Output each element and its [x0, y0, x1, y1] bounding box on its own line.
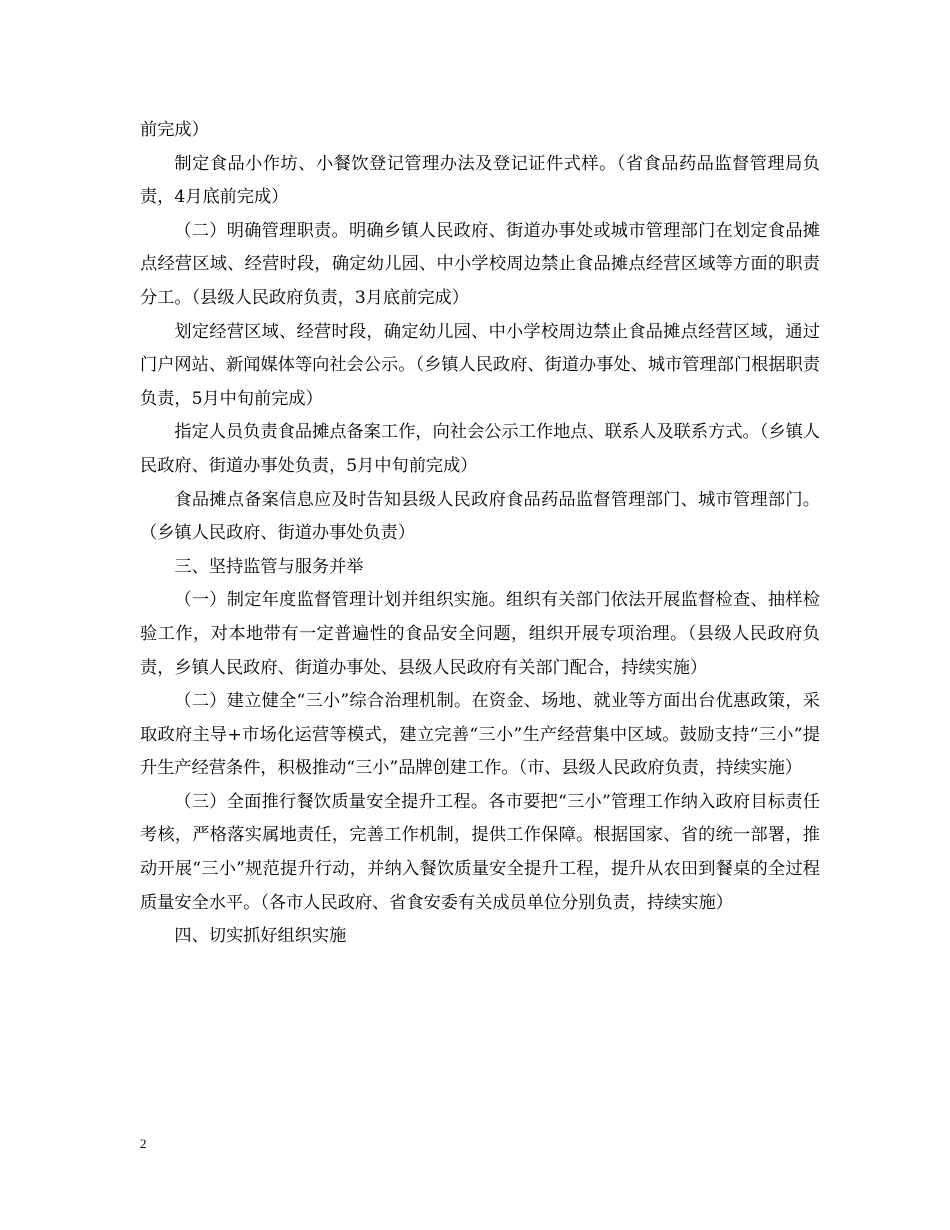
paragraph: （三）全面推行餐饮质量安全提升工程。各市要把“三小”管理工作纳入政府目标责任考核，严格落实属地责任，完善工作机制，提供工作保障。根据国家、省的统一部署，推动开展“三小”规范提升行动，并纳入餐饮质量安全提升工程，提升从农田到餐桌的全过程质量安全水平。（各市人民政府、省食安委有关成员单位分别负责，持续实施） [140, 791, 820, 913]
paragraph: 前完成） [140, 120, 209, 140]
section-heading: 三、坚持监管与服务并举 [174, 556, 364, 577]
document-body [140, 114, 820, 954]
paragraph: （二）建立健全“三小”综合治理机制。在资金、场地、就业等方面出台优惠政策，采取政府主导+市场化运营等模式，建立完善“三小”生产经营集中区域。鼓励支持“三小”提升生产经营条件，积极推动“三小”品牌创建工作。（市、县级人民政府负责，持续实施） [140, 691, 820, 779]
page-number: 2 [140, 1136, 147, 1151]
paragraph: 划定经营区域、经营时段，确定幼儿园、中小学校周边禁止食品摊点经营区域，通过门户网站、新闻媒体等向社会公示。（乡镇人民政府、街道办事处、城市管理部门根据职责负责，5月中旬前完成） [140, 321, 820, 409]
paragraph: （二）明确管理职责。明确乡镇人民政府、街道办事处或城市管理部门在划定食品摊点经营区域、经营时段，确定幼儿园、中小学校周边禁止食品摊点经营区域等方面的职责分工。（县级人民政府负责，3月底前完成） [140, 220, 820, 308]
section-heading: 四、切实抓好组织实施 [174, 926, 347, 947]
paragraph: 食品摊点备案信息应及时告知县级人民政府食品药品监督管理部门、城市管理部门。（乡镇人民政府、街道办事处负责） [140, 489, 820, 544]
paragraph: 指定人员负责食品摊点备案工作，向社会公示工作地点、联系人及联系方式。（乡镇人民政府、街道办事处负责，5月中旬前完成） [140, 422, 820, 476]
paragraph: 制定食品小作坊、小餐饮登记管理办法及登记证件式样。（省食品药品监督管理局负责，4月底前完成） [140, 153, 820, 208]
paragraph: （一）制定年度监督管理计划并组织实施。组织有关部门依法开展监督检查、抽样检验工作，对本地带有一定普遍性的食品安全问题，组织开展专项治理。（县级人民政府负责，乡镇人民政府、街道办事处、县级人民政府有关部门配合，持续实施） [140, 590, 820, 678]
